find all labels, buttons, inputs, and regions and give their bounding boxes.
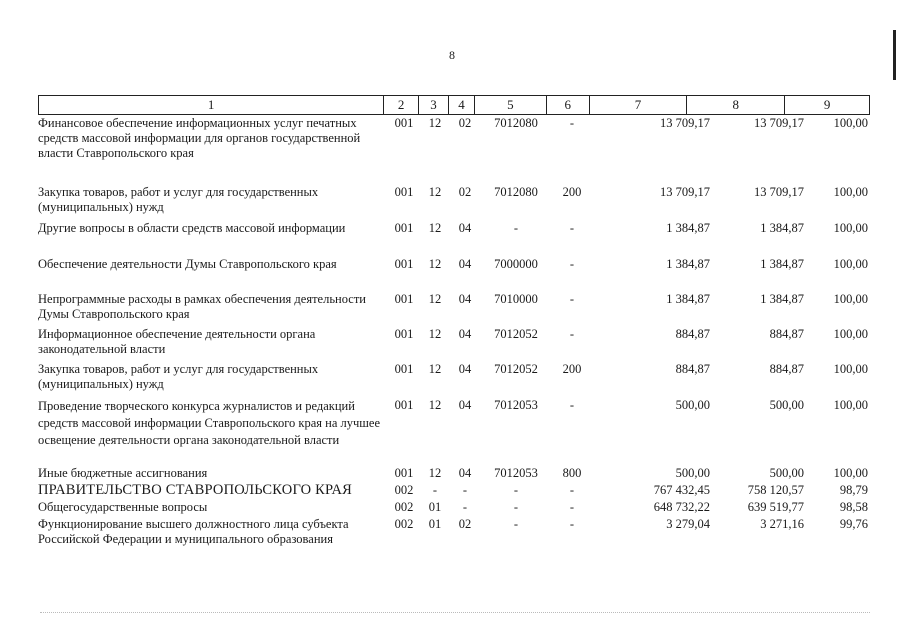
row-name: ПРАВИТЕЛЬСТВО СТАВРОПОЛЬСКОГО КРАЯ [38, 482, 352, 498]
row-ved: 002 [394, 483, 414, 497]
row-percent: 100,00 [833, 221, 868, 235]
row-vr: - [569, 292, 575, 306]
row-name: Общегосударственные вопросы [38, 500, 208, 514]
header-col-9: 9 [823, 97, 831, 112]
row-plan: 767 432,45 [653, 483, 710, 497]
row-pr: 04 [458, 362, 472, 376]
row-rz: - [432, 483, 438, 497]
row-name: Финансовое обеспечение информационных услуг печатных средств массовой информации для органов государственной власти Ставропольского края [38, 116, 361, 160]
row-rz: 12 [428, 292, 442, 306]
row-percent: 98,58 [839, 500, 868, 514]
row-fact: 1 384,87 [760, 257, 804, 271]
row-name: Закупка товаров, работ и услуг для государственных (муниципальных) нужд [38, 362, 319, 391]
row-name: Иные бюджетные ассигнования [38, 466, 208, 480]
row-percent: 100,00 [833, 292, 868, 306]
row-name: Проведение творческого конкурса журналистов и редакций средств массовой информации Ставропольского края на лучшее освещение деятельности органа законодательной власти [38, 399, 381, 447]
row-ved: 001 [394, 116, 414, 130]
row-ved: 002 [394, 517, 414, 531]
row-percent: 99,76 [839, 517, 868, 531]
row-fact: 884,87 [769, 327, 804, 341]
header-col-4: 4 [449, 96, 475, 114]
table-header [38, 95, 870, 115]
row-ved: 001 [394, 221, 414, 235]
row-name: Обеспечение деятельности Думы Ставропольского края [38, 257, 337, 271]
row-percent: 100,00 [833, 185, 868, 199]
row-percent: 98,79 [839, 483, 868, 497]
row-pr: 04 [458, 292, 472, 306]
row-plan: 500,00 [675, 398, 710, 412]
row-ved: 001 [394, 257, 414, 271]
row-fact: 1 384,87 [760, 292, 804, 306]
row-rz: 12 [428, 398, 442, 412]
row-name: Функционирование высшего должностного лица субъекта Российской Федерации и муниципального образования [38, 517, 349, 546]
row-csr: - [513, 517, 519, 531]
row-name: Информационное обеспечение деятельности органа законодательной власти [38, 327, 316, 356]
row-rz: 12 [428, 257, 442, 271]
row-csr: - [513, 500, 519, 514]
row-name: Закупка товаров, работ и услуг для государственных (муниципальных) нужд [38, 185, 319, 214]
row-fact: 13 709,17 [754, 116, 804, 130]
row-rz: 01 [428, 517, 442, 531]
row-vr: 200 [562, 185, 582, 199]
row-vr: - [569, 398, 575, 412]
row-rz: 12 [428, 116, 442, 130]
row-pr: 02 [458, 185, 472, 199]
row-plan: 1 384,87 [666, 221, 710, 235]
row-percent: 100,00 [833, 398, 868, 412]
scan-edge-rule [893, 30, 896, 80]
row-plan: 13 709,17 [660, 116, 710, 130]
row-pr: - [462, 483, 468, 497]
row-fact: 500,00 [769, 466, 804, 480]
row-vr: - [569, 116, 575, 130]
row-ved: 001 [394, 327, 414, 341]
row-ved: 001 [394, 362, 414, 376]
row-vr: 800 [562, 466, 582, 480]
row-percent: 100,00 [833, 257, 868, 271]
row-rz: 01 [428, 500, 442, 514]
scan-artifact-line [40, 612, 870, 615]
row-vr: - [569, 483, 575, 497]
row-ved: 002 [394, 500, 414, 514]
row-fact: 3 271,16 [760, 517, 804, 531]
row-plan: 13 709,17 [660, 185, 710, 199]
row-csr: 7012053 [494, 398, 538, 412]
row-vr: - [569, 327, 575, 341]
row-percent: 100,00 [833, 466, 868, 480]
row-ved: 001 [394, 466, 414, 480]
row-plan: 500,00 [675, 466, 710, 480]
row-vr: - [569, 221, 575, 235]
row-rz: 12 [428, 362, 442, 376]
row-csr: 7012052 [494, 362, 538, 376]
row-vr: - [569, 500, 575, 514]
row-fact: 639 519,77 [747, 500, 804, 514]
header-col-7: 7 [590, 96, 688, 114]
row-name: Другие вопросы в области средств массовой информации [38, 221, 346, 235]
row-percent: 100,00 [833, 362, 868, 376]
row-ved: 001 [394, 398, 414, 412]
header-col-1: 1 [39, 96, 384, 114]
row-rz: 12 [428, 466, 442, 480]
row-fact: 884,87 [769, 362, 804, 376]
row-percent: 100,00 [833, 116, 868, 130]
row-percent: 100,00 [833, 327, 868, 341]
header-col-5: 5 [475, 96, 547, 114]
row-pr: 04 [458, 466, 472, 480]
row-csr: 7010000 [494, 292, 538, 306]
row-fact: 758 120,57 [747, 483, 804, 497]
row-csr: 7012053 [494, 466, 538, 480]
row-pr: 02 [458, 517, 472, 531]
row-csr: 7012052 [494, 327, 538, 341]
row-csr: - [513, 221, 519, 235]
row-rz: 12 [428, 185, 442, 199]
row-csr: 7012080 [494, 116, 538, 130]
row-fact: 13 709,17 [754, 185, 804, 199]
row-fact: 1 384,87 [760, 221, 804, 235]
row-fact: 500,00 [769, 398, 804, 412]
row-ved: 001 [394, 292, 414, 306]
row-plan: 884,87 [675, 327, 710, 341]
row-vr: - [569, 257, 575, 271]
row-csr: 7012080 [494, 185, 538, 199]
header-col-6: 6 [547, 96, 590, 114]
row-rz: 12 [428, 221, 442, 235]
row-pr: 04 [458, 398, 472, 412]
row-plan: 884,87 [675, 362, 710, 376]
row-vr: - [569, 517, 575, 531]
row-plan: 1 384,87 [666, 257, 710, 271]
row-ved: 001 [394, 185, 414, 199]
row-vr: 200 [562, 362, 582, 376]
row-plan: 3 279,04 [666, 517, 710, 531]
row-plan: 648 732,22 [653, 500, 710, 514]
row-pr: - [462, 500, 468, 514]
header-col-2: 2 [384, 96, 419, 114]
row-csr: - [513, 483, 519, 497]
row-csr: 7000000 [494, 257, 538, 271]
header-col-8: 8 [687, 96, 785, 114]
row-plan: 1 384,87 [666, 292, 710, 306]
header-col-3: 3 [419, 96, 449, 114]
row-pr: 04 [458, 257, 472, 271]
page-number: 8 [449, 48, 455, 62]
row-pr: 04 [458, 221, 472, 235]
row-pr: 04 [458, 327, 472, 341]
row-rz: 12 [428, 327, 442, 341]
row-name: Непрограммные расходы в рамках обеспечения деятельности Думы Ставропольского края [38, 292, 366, 321]
row-pr: 02 [458, 116, 472, 130]
